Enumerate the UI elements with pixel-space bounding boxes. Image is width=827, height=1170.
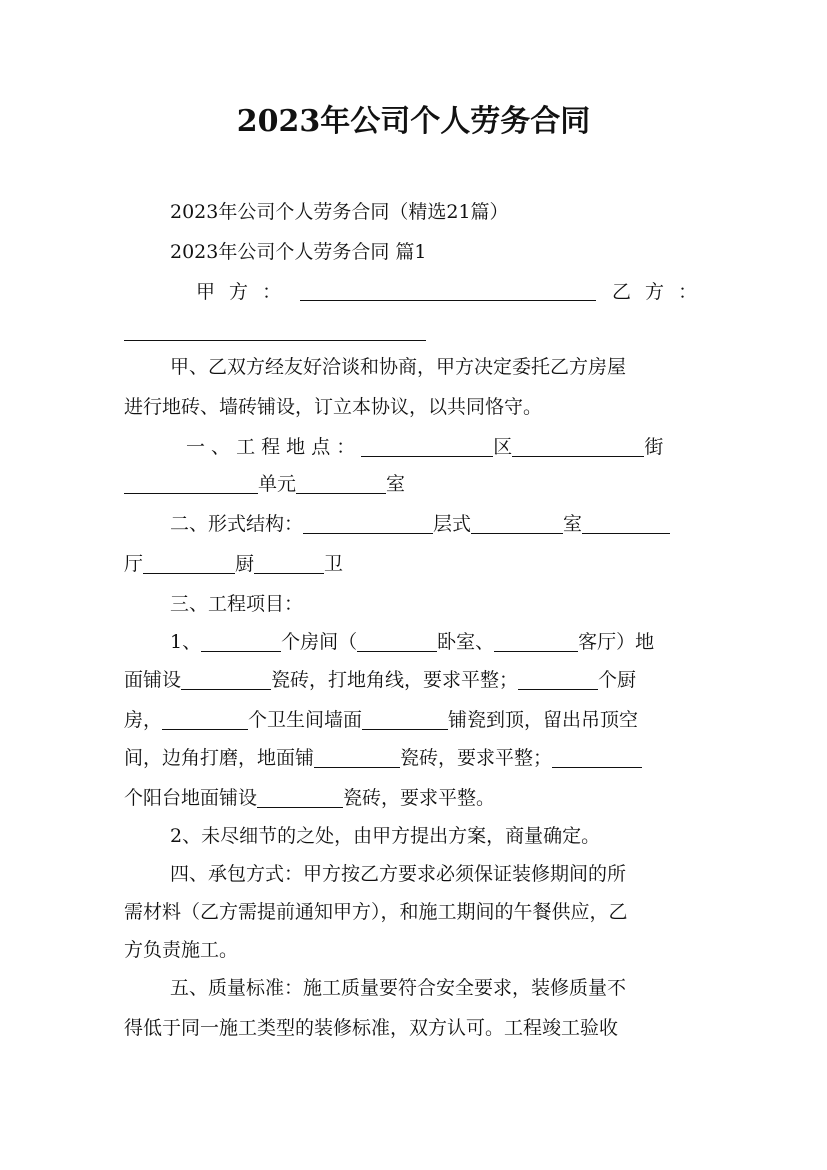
- district-blank: [361, 436, 493, 457]
- document-title: 2023年公司个人劳务合同: [236, 104, 591, 139]
- document-subtitle: 2023年公司个人劳务合同（精选21篇）: [170, 201, 509, 223]
- paragraph-intro-line: 甲、乙双方经友好洽谈和协商，甲方决定委托乙方房屋: [170, 356, 627, 378]
- floor-blank: [303, 513, 433, 534]
- paragraph-intro-line: 进行地砖、墙砖铺设，订立本协议，以共同恪守。: [124, 396, 543, 418]
- item-1-line-5: [124, 786, 704, 810]
- item-1-line-4: [124, 746, 704, 770]
- contract-method-line: 四、承包方式：甲方按乙方要求必须保证装修期间的所: [170, 863, 627, 885]
- kitchen-count-blank: [518, 669, 598, 690]
- unit-blank: [296, 473, 386, 494]
- item-1-number: 1、: [170, 631, 202, 653]
- tile-blank: [181, 669, 271, 690]
- room-count-label: 室: [563, 513, 583, 535]
- hall-label: 厅: [124, 553, 144, 575]
- room-label: 室: [386, 473, 406, 495]
- structure-line: [170, 512, 704, 536]
- location-label: 一 、 工 程 地 点 ：: [186, 436, 356, 458]
- item-text: 个房间（: [281, 631, 358, 653]
- wall-tile-blank: [362, 709, 448, 730]
- party-b-blank: [124, 320, 426, 341]
- item-text: 铺瓷到顶，留出吊顶空: [448, 709, 639, 731]
- street-blank: [512, 436, 644, 457]
- location-line-2: [124, 472, 704, 496]
- item-text: 瓷砖，要求平整；: [400, 747, 553, 769]
- room-blank: [201, 631, 281, 652]
- item-2: 2、未尽细节的之处，由甲方提出方案，商量确定。: [170, 825, 601, 847]
- quality-standard-line: 五、质量标准：施工质量要符合安全要求，装修质量不: [170, 977, 627, 999]
- item-text: 客厅）地: [578, 631, 655, 653]
- unit-label: 单元: [258, 473, 297, 495]
- kitchen-blank: [143, 553, 235, 574]
- bedroom-blank: [357, 631, 437, 652]
- item-text: 个厨: [598, 669, 637, 691]
- bath-blank: [254, 553, 324, 574]
- item-text: 间，边角打磨，地面铺: [124, 747, 315, 769]
- contract-method-line: 方负责施工。: [124, 939, 239, 961]
- item-1-line-2: [124, 668, 704, 692]
- item-text: 面铺设: [124, 669, 182, 691]
- room-count-blank: [471, 513, 563, 534]
- item-1-line: [170, 630, 704, 654]
- building-blank: [124, 473, 258, 494]
- items-heading: 三、工程项目：: [170, 593, 304, 615]
- item-1-line-3: [124, 708, 704, 732]
- district-label: 区: [493, 436, 513, 458]
- floor-tile-blank: [314, 747, 400, 768]
- contract-method-line: 需材料（乙方需提前通知甲方），和施工期间的午餐供应，乙: [124, 901, 628, 923]
- bathroom-count-blank: [162, 709, 248, 730]
- balcony-count-blank: [552, 747, 642, 768]
- item-text: 卧室、: [437, 631, 495, 653]
- item-text: 个卫生间墙面: [248, 709, 363, 731]
- item-text: 房，: [124, 709, 163, 731]
- balcony-tile-blank: [257, 787, 343, 808]
- bath-label: 卫: [324, 553, 344, 575]
- quality-standard-line: 得低于同一施工类型的装修标准，双方认可。工程竣工验收: [124, 1017, 619, 1039]
- item-text: 个阳台地面铺设: [124, 787, 258, 809]
- street-label: 街: [644, 436, 664, 458]
- structure-line-2: [124, 552, 704, 576]
- structure-label: 二、形式结构：: [170, 513, 304, 535]
- living-blank: [494, 631, 578, 652]
- party-b-label: 乙 方 ：: [612, 281, 702, 303]
- hall-blank: [582, 513, 670, 534]
- location-line: [186, 435, 704, 459]
- floor-label: 层式: [433, 513, 472, 535]
- party-a-label: 甲 方 ：: [196, 281, 286, 303]
- party-a-blank: [300, 280, 596, 301]
- item-text: 瓷砖，要求平整。: [343, 787, 496, 809]
- kitchen-label: 厨: [235, 553, 255, 575]
- item-text: 瓷砖，打地角线，要求平整；: [271, 669, 519, 691]
- section-heading: 2023年公司个人劳务合同 篇1: [170, 241, 427, 263]
